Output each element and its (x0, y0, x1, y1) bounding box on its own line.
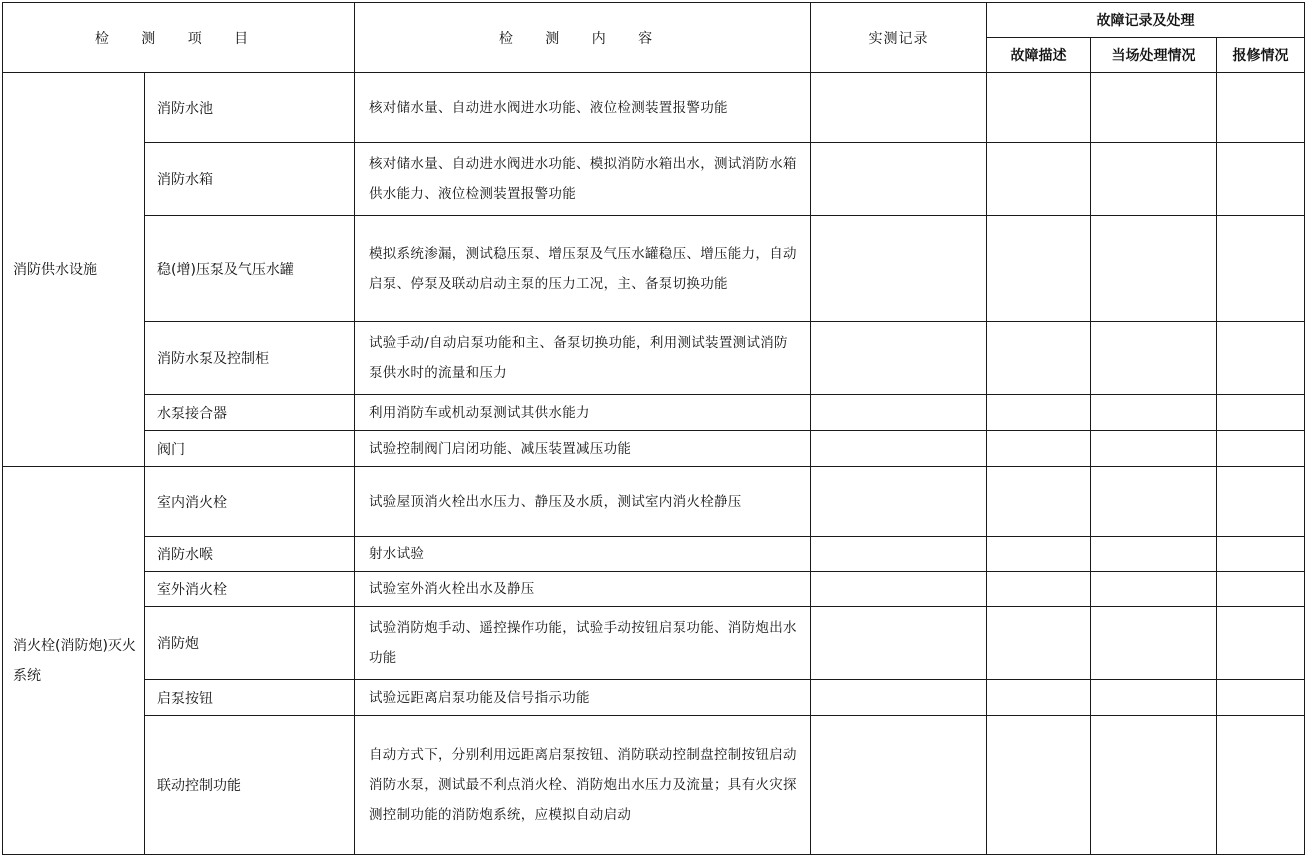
table-row (3, 607, 1305, 680)
item-cell: 启泵按钮 (145, 680, 355, 716)
record-cell[interactable] (811, 431, 987, 467)
fault-desc-cell[interactable] (987, 216, 1091, 322)
fault-desc-cell[interactable] (987, 322, 1091, 395)
fault-desc-cell[interactable] (987, 431, 1091, 467)
table-row (3, 395, 1305, 431)
item-cell: 消防水池 (145, 73, 355, 143)
repair-cell[interactable] (1217, 73, 1305, 143)
content-cell: 模拟系统渗漏，测试稳压泵、增压泵及气压水罐稳压、增压能力，自动启泵、停泵及联动启动主泵的压力工况，主、备泵切换功能 (355, 216, 811, 322)
header-fault-group: 故障记录及处理 (987, 3, 1305, 38)
fault-desc-cell[interactable] (987, 73, 1091, 143)
header-fault-desc: 故障描述 (987, 38, 1091, 73)
record-cell[interactable] (811, 395, 987, 431)
item-cell: 室外消火栓 (145, 572, 355, 607)
fault-desc-cell[interactable] (987, 572, 1091, 607)
fault-desc-cell[interactable] (987, 716, 1091, 855)
record-cell[interactable] (811, 716, 987, 855)
content-cell: 试验远距离启泵功能及信号指示功能 (355, 680, 811, 716)
fault-desc-cell[interactable] (987, 537, 1091, 572)
record-cell[interactable] (811, 216, 987, 322)
repair-cell[interactable] (1217, 607, 1305, 680)
header-repair: 报修情况 (1217, 38, 1305, 73)
onsite-cell[interactable] (1091, 537, 1217, 572)
content-cell: 核对储水量、自动进水阀进水功能、模拟消防水箱出水，测试消防水箱供水能力、液位检测装置报警功能 (355, 143, 811, 216)
onsite-cell[interactable] (1091, 322, 1217, 395)
content-cell: 试验屋顶消火栓出水压力、静压及水质，测试室内消火栓静压 (355, 467, 811, 537)
record-cell[interactable] (811, 322, 987, 395)
item-cell: 联动控制功能 (145, 716, 355, 855)
item-cell: 稳(增)压泵及气压水罐 (145, 216, 355, 322)
table-row (3, 572, 1305, 607)
record-cell[interactable] (811, 607, 987, 680)
table-row (3, 680, 1305, 716)
repair-cell[interactable] (1217, 716, 1305, 855)
onsite-cell[interactable] (1091, 572, 1217, 607)
item-cell: 消防水喉 (145, 537, 355, 572)
onsite-cell[interactable] (1091, 607, 1217, 680)
repair-cell[interactable] (1217, 322, 1305, 395)
record-cell[interactable] (811, 572, 987, 607)
repair-cell[interactable] (1217, 395, 1305, 431)
item-cell: 消防炮 (145, 607, 355, 680)
item-cell: 水泵接合器 (145, 395, 355, 431)
onsite-cell[interactable] (1091, 431, 1217, 467)
content-cell: 试验消防炮手动、遥控操作功能，试验手动按钮启泵功能、消防炮出水功能 (355, 607, 811, 680)
record-cell[interactable] (811, 143, 987, 216)
record-cell[interactable] (811, 73, 987, 143)
repair-cell[interactable] (1217, 680, 1305, 716)
item-cell: 室内消火栓 (145, 467, 355, 537)
category-cell: 消防供水设施 (3, 73, 145, 467)
fault-desc-cell[interactable] (987, 143, 1091, 216)
onsite-cell[interactable] (1091, 143, 1217, 216)
item-cell: 消防水箱 (145, 143, 355, 216)
record-cell[interactable] (811, 680, 987, 716)
header-record: 实测记录 (811, 3, 987, 73)
repair-cell[interactable] (1217, 143, 1305, 216)
content-cell: 射水试验 (355, 537, 811, 572)
table-row (3, 216, 1305, 322)
table-row (3, 143, 1305, 216)
item-cell: 消防水泵及控制柜 (145, 322, 355, 395)
fault-desc-cell[interactable] (987, 680, 1091, 716)
header-onsite: 当场处理情况 (1091, 38, 1217, 73)
inspection-table (2, 2, 1305, 855)
fault-desc-cell[interactable] (987, 607, 1091, 680)
header-content: 检 测 内 容 (355, 3, 811, 73)
repair-cell[interactable] (1217, 467, 1305, 537)
onsite-cell[interactable] (1091, 680, 1217, 716)
table-row (3, 537, 1305, 572)
item-cell: 阀门 (145, 431, 355, 467)
content-cell: 自动方式下，分别利用远距离启泵按钮、消防联动控制盘控制按钮启动消防水泵，测试最不利点消火栓、消防炮出水压力及流量；具有火灾探测控制功能的消防炮系统，应模拟自动启动 (355, 716, 811, 855)
content-cell: 核对储水量、自动进水阀进水功能、液位检测装置报警功能 (355, 73, 811, 143)
onsite-cell[interactable] (1091, 216, 1217, 322)
repair-cell[interactable] (1217, 431, 1305, 467)
table-row (3, 431, 1305, 467)
table-row (3, 73, 1305, 143)
content-cell: 试验控制阀门启闭功能、减压装置减压功能 (355, 431, 811, 467)
repair-cell[interactable] (1217, 572, 1305, 607)
onsite-cell[interactable] (1091, 73, 1217, 143)
repair-cell[interactable] (1217, 537, 1305, 572)
table-row (3, 467, 1305, 537)
repair-cell[interactable] (1217, 216, 1305, 322)
header-item: 检 测 项 目 (3, 3, 355, 73)
content-cell: 试验室外消火栓出水及静压 (355, 572, 811, 607)
table-row (3, 716, 1305, 855)
onsite-cell[interactable] (1091, 716, 1217, 855)
category-cell: 消火栓(消防炮)灭火系统 (3, 467, 145, 855)
content-cell: 利用消防车或机动泵测试其供水能力 (355, 395, 811, 431)
table-row (3, 322, 1305, 395)
fault-desc-cell[interactable] (987, 467, 1091, 537)
content-cell: 试验手动/自动启泵功能和主、备泵切换功能，利用测试装置测试消防泵供水时的流量和压力 (355, 322, 811, 395)
record-cell[interactable] (811, 467, 987, 537)
onsite-cell[interactable] (1091, 467, 1217, 537)
record-cell[interactable] (811, 537, 987, 572)
fault-desc-cell[interactable] (987, 395, 1091, 431)
onsite-cell[interactable] (1091, 395, 1217, 431)
